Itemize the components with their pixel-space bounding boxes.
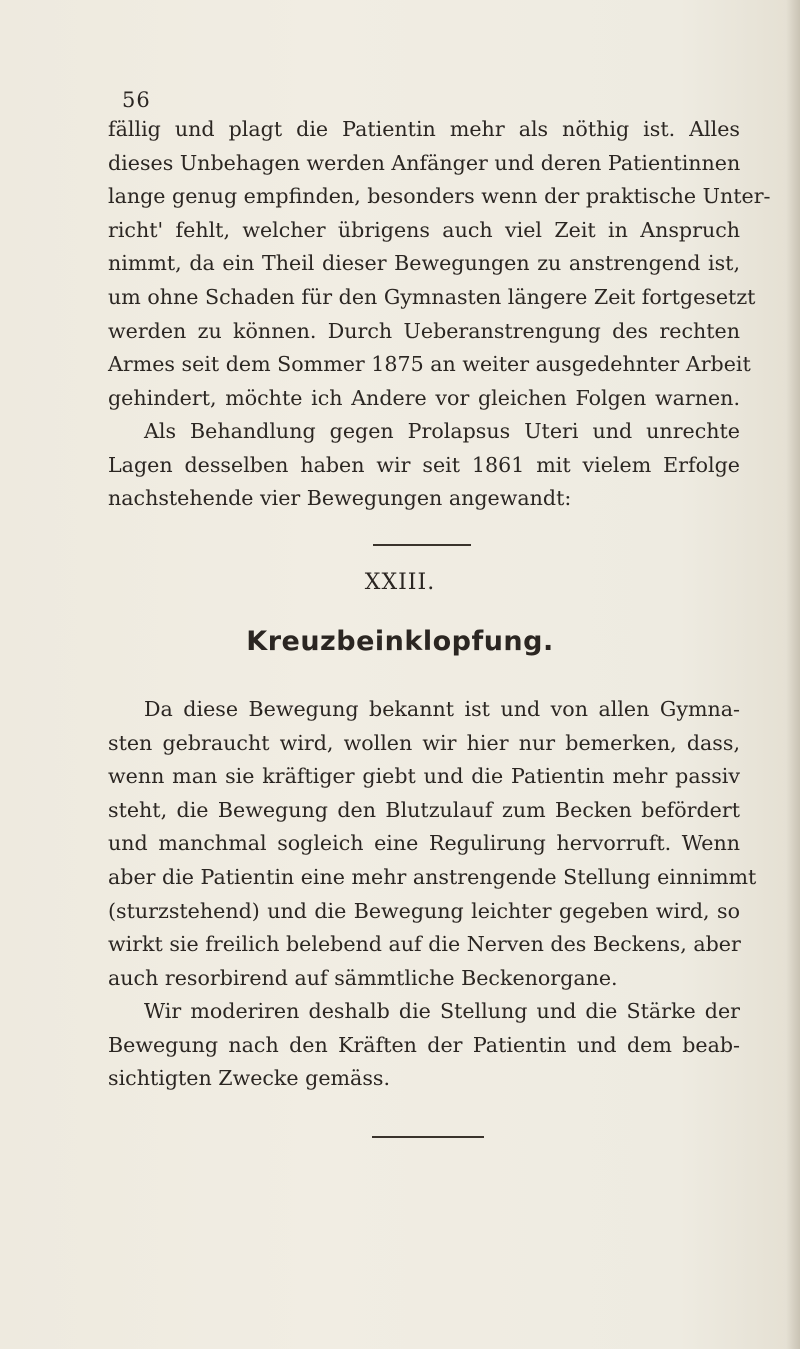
text-line: wenn man sie kräftiger giebt und die Patientin mehr passiv — [108, 764, 740, 789]
paragraph-4 — [108, 995, 740, 1096]
text-line: Wir moderiren deshalb die Stellung und die Stärke der — [144, 999, 740, 1023]
text-line: nimmt, da ein Theil dieser Bewegungen zu anstrengend ist, — [108, 251, 740, 276]
page-edge-shadow — [786, 0, 800, 1349]
text-line: lange genug empfinden, besonders wenn der praktische Unter- — [108, 184, 771, 209]
text-line: gehindert, möchte ich Andere vor gleichen Folgen warnen. — [108, 385, 740, 410]
text-line: werden zu können. Durch Ueberanstrengung des rechten — [108, 318, 740, 343]
text-line: Bewegung nach den Kräften der Patientin und dem beab- — [108, 1032, 740, 1057]
section-number: XXIII. — [364, 570, 436, 595]
text-line: und manchmal sogleich eine Regulirung hervorruft. Wenn — [108, 831, 740, 856]
text-line: Lagen desselben haben wir seit 1861 mit vielem Erfolge — [108, 452, 740, 477]
text-line: dieses Unbehagen werden Anfänger und deren Patientinnen — [108, 150, 741, 175]
text-line: auch resorbirend auf sämmtliche Beckenorgane. — [108, 965, 618, 990]
text-line: nachstehende vier Bewegungen angewandt: — [108, 486, 572, 511]
end-rule — [372, 1136, 484, 1138]
text-line: Da diese Bewegung bekannt ist und von allen Gymna- — [144, 697, 740, 721]
text-line: fällig und plagt die Patientin mehr als nöthig ist. Alles — [108, 117, 740, 141]
paragraph-3 — [108, 693, 757, 995]
text-line: sten gebraucht wird, wollen wir hier nur bemerken, dass, — [108, 730, 740, 755]
paragraph-1 — [108, 113, 771, 415]
text-line: (sturzstehend) und die Bewegung leichter gegeben wird, so — [108, 898, 740, 923]
text-line: wirkt sie freilich belebend auf die Nerven des Beckens, aber — [108, 932, 741, 957]
text-line: steht, die Bewegung den Blutzulauf zum Becken befördert — [108, 797, 740, 822]
text-line: Als Behandlung gegen Prolapsus Uteri und unrechte — [144, 419, 740, 443]
text-line: richt' fehlt, welcher übrigens auch viel Zeit in Anspruch — [108, 217, 740, 242]
text-line: sichtigten Zwecke gemäss. — [108, 1066, 390, 1091]
separator-rule — [373, 544, 471, 546]
paragraph-2 — [108, 415, 740, 516]
section-title: Kreuzbeinklopfung. — [246, 626, 554, 657]
text-line: Armes seit dem Sommer 1875 an weiter ausgedehnter Arbeit — [108, 352, 751, 377]
text-line: aber die Patientin eine mehr anstrengende Stellung einnimmt — [108, 864, 757, 889]
page-number: 56 — [122, 88, 151, 112]
text-line: um ohne Schaden für den Gymnasten längere Zeit fortgesetzt — [108, 284, 756, 309]
